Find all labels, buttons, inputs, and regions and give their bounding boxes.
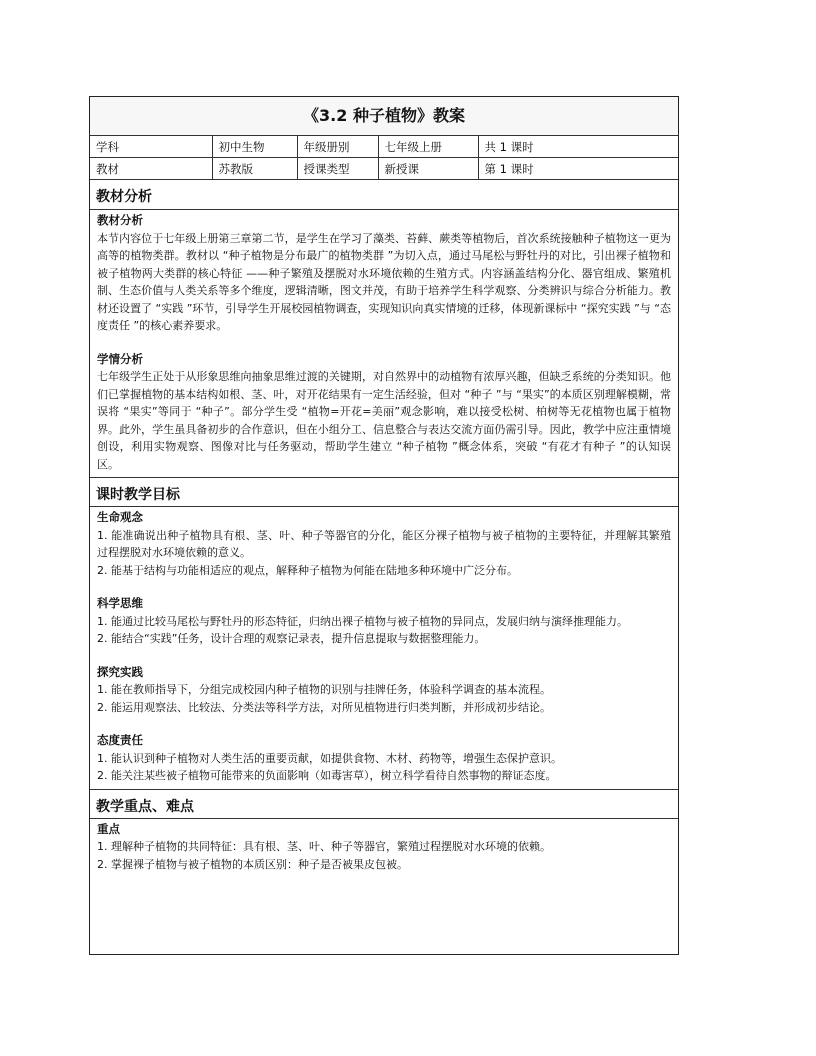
table-row bbox=[90, 158, 678, 180]
textbook-analysis-title: 教材分析 bbox=[97, 213, 143, 227]
objective-group-title: 探究实践 bbox=[97, 664, 143, 679]
list-item: 1. 能通过比较马尾松与野牡丹的形态特征，归纳出裸子植物与被子植物的异同点，发展归纳与演绎推理能力。 bbox=[97, 614, 628, 628]
analysis-section bbox=[90, 210, 678, 477]
list-item: 2. 能基于结构与功能相适应的观点，解释种子植物为何能在陆地多种环境中广泛分布。 bbox=[97, 563, 518, 577]
document-title: 《3.2 种子植物》教案 bbox=[90, 97, 678, 136]
objectives-section bbox=[90, 507, 678, 789]
total-periods: 共 1 课时 bbox=[478, 136, 678, 158]
list-item: 1. 能准确说出种子植物具有根、茎、叶、种子等器官的分化，能区分裸子植物与被子植物的主要特征，并理解其繁殖过程摆脱对水环境依赖的意义。 bbox=[97, 528, 671, 559]
course-info-table bbox=[90, 136, 678, 180]
lesson-plan-document bbox=[89, 96, 679, 955]
lesson-type-value: 新授课 bbox=[378, 158, 478, 180]
table-row bbox=[90, 136, 678, 158]
section-heading-analysis: 教材分析 bbox=[90, 180, 678, 210]
section-heading-objectives: 课时教学目标 bbox=[90, 477, 678, 507]
list-item: 1. 能认识到种子植物对人类生活的重要贡献，如提供食物、木材、药物等，增强生态保护意识。 bbox=[97, 751, 562, 765]
textbook-value: 苏教版 bbox=[212, 158, 297, 180]
grade-label: 年级册别 bbox=[297, 136, 378, 158]
current-period: 第 1 课时 bbox=[478, 158, 678, 180]
textbook-label: 教材 bbox=[90, 158, 212, 180]
list-item: 2. 掌握裸子植物与被子植物的本质区别：种子是否被果皮包被。 bbox=[97, 857, 408, 871]
objective-group-title: 科学思维 bbox=[97, 596, 143, 610]
list-item: 2. 能结合“实践”任务，设计合理的观察记录表，提升信息提取与数据整理能力。 bbox=[97, 632, 486, 645]
lesson-type-label: 授课类型 bbox=[297, 158, 378, 180]
subject-value: 初中生物 bbox=[212, 136, 297, 158]
key-points-section bbox=[90, 819, 678, 878]
objective-group-title: 态度责任 bbox=[97, 733, 143, 747]
grade-value: 七年级上册 bbox=[378, 136, 478, 158]
subject-label: 学科 bbox=[90, 136, 212, 158]
learner-analysis-title: 学情分析 bbox=[97, 351, 143, 366]
list-item: 2. 能运用观察法、比较法、分类法等科学方法，对所见植物进行归类判断，并形成初步结论。 bbox=[97, 700, 551, 714]
objective-group-title: 生命观念 bbox=[97, 510, 143, 524]
focus-title: 重点 bbox=[97, 821, 120, 836]
textbook-analysis-text: 本节内容位于七年级上册第三章第二节，是学生在学习了藻类、苔藓、蕨类等植物后，首次系统接触种子植物这一更为高等的植物类群。教材以 “种子植物是分布最广的植物类群 ”为切入点，通过马尾松与野牡丹的对比，引出裸子植物和被子植物两大类群的核心特征 ——种子繁殖及摆脱对水环境依赖的生殖方式。内容涵盖结构分化、器官组成、繁殖机制、生态价值与人类关系等多个维度，逻辑清晰，图文并茂，有助于培养学生科学观察、分类辨识与综合分析能力。教材还设置了 “实践 ”环节，引导学生开展校园植物调查，实现知识向真实情境的迁移，体现新课标中 “探究实践 ”与 “态度责任 ”的核心素养要求。 bbox=[97, 231, 671, 332]
learner-analysis-text: 七年级学生正处于从形象思维向抽象思维过渡的关键期，对自然界中的动植物有浓厚兴趣，但缺乏系统的分类知识。他们已掌握植物的基本结构如根、茎、叶，对开花结果有一定生活经验，但对 “种子 ”与 “果实”的本质区别理解模糊，常误将 “果实”等同于 “种子”。部分学生受 “植物=开花=美丽”观念影响，难以接受松树、柏树等无花植物也属于植物界。此外，学生虽具备初步的合作意识，但在小组分工、信息整合与表达交流方面仍需引导。因此，教学中应注重情境创设，利用实物观察、图像对比与任务驱动，帮助学生建立 “种子植物 ”概念体系，突破 “有花才有种子 ”的认知误区。 bbox=[97, 370, 671, 471]
list-item: 2. 能关注某些被子植物可能带来的负面影响（如毒害草），树立科学看待自然事物的辩证态度。 bbox=[97, 769, 557, 782]
list-item: 1. 理解种子植物的共同特征：具有根、茎、叶、种子等器官，繁殖过程摆脱对水环境的依赖。 bbox=[97, 840, 551, 853]
list-item: 1. 能在教师指导下，分组完成校园内种子植物的识别与挂牌任务，体验科学调查的基本流程。 bbox=[97, 683, 551, 696]
section-heading-key-points: 教学重点、难点 bbox=[90, 789, 678, 819]
